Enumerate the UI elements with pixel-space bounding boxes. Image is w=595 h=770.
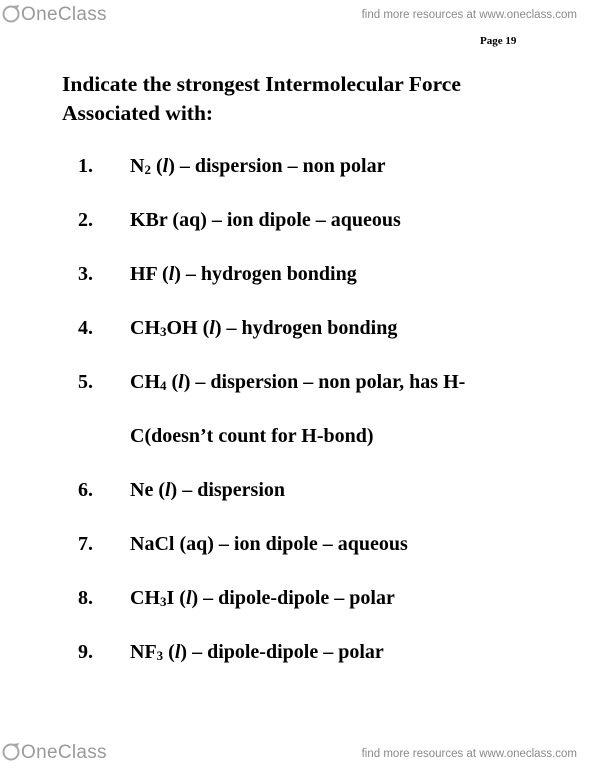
item-text: NaCl (aq) – ion dipole – aqueous — [130, 533, 408, 555]
item-text — [130, 476, 285, 504]
formula-part: CH — [130, 587, 160, 609]
item-number: 4. — [78, 317, 93, 339]
formula-subscript: 3 — [160, 324, 167, 339]
formula-subscript: 3 — [160, 594, 167, 609]
oneclass-logo-icon — [2, 743, 20, 761]
item-number: 5. — [78, 371, 93, 393]
item-number: 1. — [78, 155, 93, 177]
list-item — [0, 368, 595, 396]
item-text: KBr (aq) – ion dipole – aqueous — [130, 209, 401, 231]
formula-part: NF — [130, 641, 157, 663]
page-number: Page 19 — [480, 35, 517, 47]
list-item — [0, 638, 595, 666]
formula-subscript: 3 — [156, 648, 164, 663]
item-number: 2. — [78, 209, 93, 231]
force-description: ) – dipole-dipole – polar — [180, 641, 384, 663]
item-number: 9. — [78, 641, 93, 663]
logo-text: OneClass — [21, 742, 107, 763]
formula-part: ( — [163, 641, 175, 663]
force-description: ) – hydrogen bonding — [214, 317, 398, 339]
list-item — [0, 422, 595, 450]
list-item — [0, 260, 595, 288]
formula-part: CH — [130, 317, 160, 339]
resources-link-top[interactable]: find more resources at www.oneclass.com — [361, 9, 577, 21]
list-item — [0, 206, 595, 234]
formula-part: Ne ( — [130, 479, 165, 501]
list-item — [0, 152, 595, 180]
item-text — [130, 584, 395, 612]
force-description: ) – dispersion — [170, 479, 286, 501]
item-number: 6. — [78, 479, 93, 501]
logo-text: OneClass — [21, 4, 107, 25]
phase-label: l — [164, 479, 171, 501]
formula-part: CH — [130, 371, 160, 393]
formula-part: ( — [150, 155, 163, 177]
formula-part: I ( — [166, 587, 186, 609]
phase-label: l — [174, 641, 181, 663]
force-description: ) – dispersion – non polar — [168, 155, 386, 177]
item-text — [130, 314, 397, 342]
item-text — [130, 638, 384, 666]
phase-label: l — [185, 587, 192, 609]
force-description: ) – dipole-dipole – polar — [191, 587, 395, 609]
formula-subscript: 4 — [160, 378, 167, 393]
formula-part: ( — [166, 371, 179, 393]
resources-link-bottom[interactable]: find more resources at www.oneclass.com — [361, 748, 577, 760]
force-description: ) – dispersion – non polar, has H- — [183, 371, 466, 393]
force-description: ) – hydrogen bonding — [174, 263, 357, 285]
item-text: C(doesn’t count for H-bond) — [130, 425, 374, 447]
phase-label: l — [178, 371, 184, 393]
list-item — [0, 584, 595, 612]
list-item — [0, 314, 595, 342]
list-item — [0, 476, 595, 504]
item-number: 7. — [78, 533, 93, 555]
formula-part: OH ( — [166, 317, 210, 339]
formula-part: N — [130, 155, 145, 177]
item-number: 8. — [78, 587, 93, 609]
phase-label: l — [209, 317, 215, 339]
formula-subscript: 2 — [144, 162, 151, 177]
phase-label: l — [162, 155, 169, 177]
list-item — [0, 530, 595, 558]
phase-label: l — [168, 263, 175, 285]
oneclass-logo-bottom[interactable] — [2, 743, 107, 762]
item-text — [130, 152, 385, 180]
item-text — [130, 260, 357, 288]
item-text — [130, 368, 465, 396]
item-number: 3. — [78, 263, 93, 285]
page-heading: Indicate the strongest Intermolecular Force Associated with: — [62, 72, 461, 125]
formula-part: HF ( — [130, 263, 169, 285]
